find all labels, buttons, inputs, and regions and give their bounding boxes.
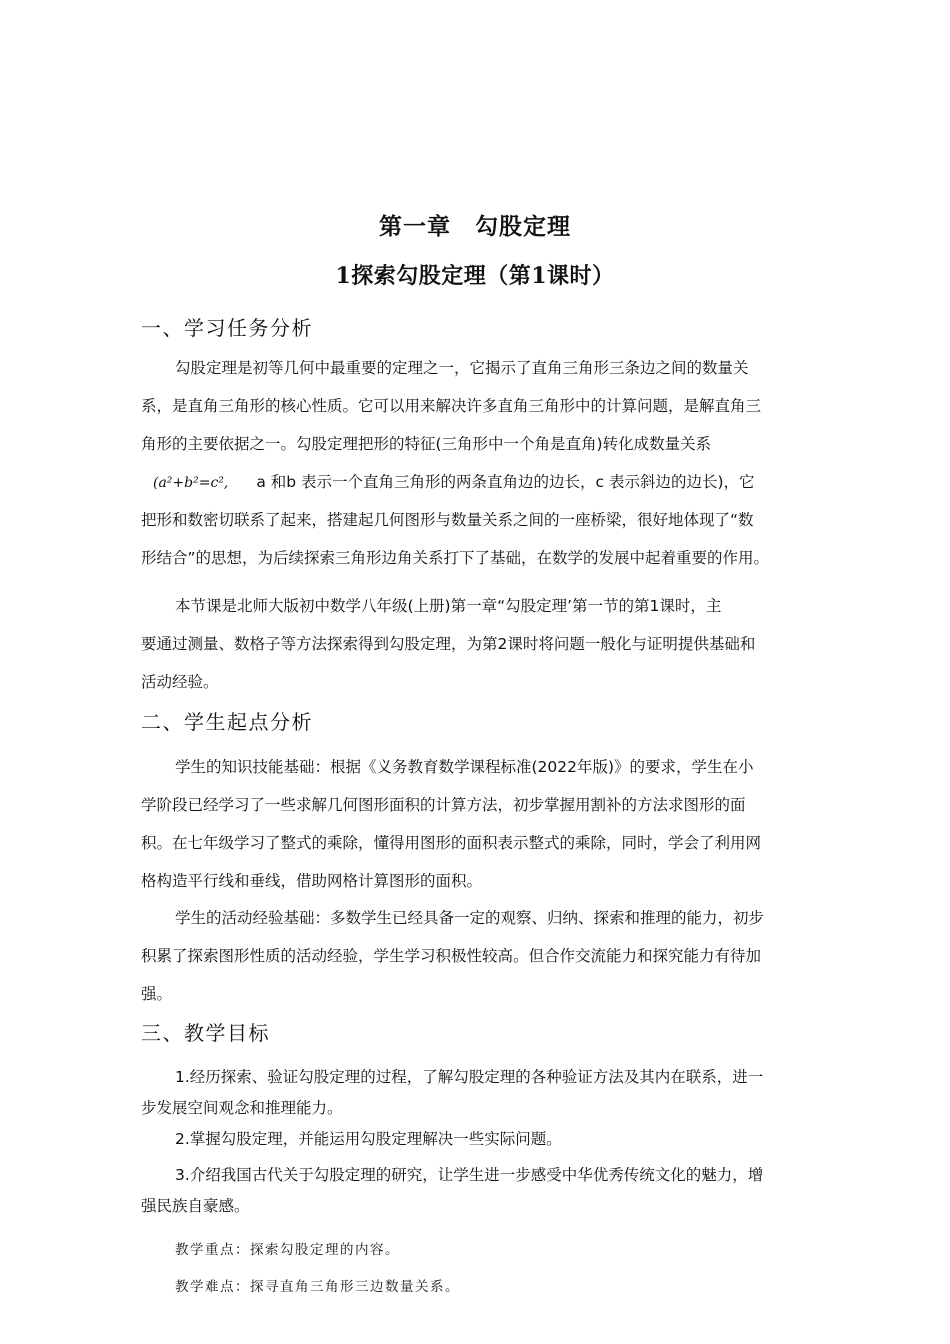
paragraph-line: 格构造平行线和垂线，借助网格计算图形的面积。 [141, 872, 483, 890]
paragraph-line-with-formula [141, 463, 813, 501]
paragraph-line: 形结合”的思想，为后续探索三角形边角关系打下了基础，在数学的发展中起着重要的作用。 [141, 549, 770, 567]
task-analysis-paragraph-2 [141, 587, 813, 701]
section-heading-task-analysis: 一、学习任务分析 [141, 316, 313, 340]
paragraph-line: 积累了探索图形性质的活动经验，学生学习积极性较高。但合作交流能力和探究能力有待加 [141, 947, 762, 965]
paragraph-line: 角形的主要依据之一。勾股定理把形的特征(三角形中一个角是直角)转化成数量关系 [141, 435, 712, 453]
difficult-point-note: 教学难点：探寻直角三角形三边数量关系。 [175, 1279, 460, 1295]
student-analysis-paragraph-2 [141, 899, 813, 1013]
paragraph-line: 要通过测量、数格子等方法探索得到勾股定理，为第2课时将问题一般化与证明提供基础和 [141, 635, 756, 653]
goal-item-1-line: 步发展空间观念和推理能力。 [141, 1099, 343, 1117]
paragraph-line: 学生的活动经验基础：多数学生已经具备一定的观察、归纳、探索和推理的能力，初步 [175, 909, 765, 927]
paragraph-line: 把形和数密切联系了起来，搭建起几何图形与数量关系之间的一座桥梁，很好地体现了“数 [141, 511, 754, 529]
goal-item-1-line: 1.经历探索、验证勾股定理的过程，了解勾股定理的各种验证方法及其内在联系，进一 [175, 1068, 764, 1086]
formula-explanation: a 和b 表示一个直角三角形的两条直角边的边长，c 表示斜边的边长)，它 [256, 473, 755, 491]
pythagorean-formula: (a²+b²=c², [153, 475, 229, 491]
section-heading-teaching-goals: 三、教学目标 [141, 1021, 270, 1045]
task-analysis-paragraph-1 [141, 349, 813, 577]
goal-item-3-line: 3.介绍我国古代关于勾股定理的研究，让学生进一步感受中华优秀传统文化的魅力，增 [175, 1166, 764, 1184]
paragraph-line: 学生的知识技能基础：根据《义务教育数学课程标准(2022年版)》的要求，学生在小 [175, 758, 754, 776]
goal-item-2-line: 2.掌握勾股定理，并能运用勾股定理解决一些实际问题。 [175, 1130, 562, 1148]
teaching-goals-list [141, 1062, 813, 1222]
paragraph-line: 积。在七年级学习了整式的乘除，懂得用图形的面积表示整式的乘除，同时，学会了利用网 [141, 834, 762, 852]
section-heading-student-analysis: 二、学生起点分析 [141, 710, 313, 734]
paragraph-line: 勾股定理是初等几何中最重要的定理之一，它揭示了直角三角形三条边之间的数量关 [175, 359, 749, 377]
lesson-title: 1探索勾股定理（第1课时） [335, 263, 615, 289]
paragraph-line: 本节课是北师大版初中数学八年级(上册)第一章“勾股定理’第一节的第1课时，主 [175, 597, 722, 615]
chapter-title: 第一章 勾股定理 [379, 213, 571, 240]
paragraph-line: 活动经验。 [141, 673, 219, 691]
paragraph-line: 强。 [141, 985, 173, 1003]
key-point-note: 教学重点：探索勾股定理的内容。 [175, 1242, 400, 1258]
student-analysis-paragraph-1 [141, 748, 813, 900]
goal-item-3-line: 强民族自豪感。 [141, 1197, 250, 1215]
paragraph-line: 系，是直角三角形的核心性质。它可以用来解决许多直角三角形中的计算问题，是解直角三 [141, 397, 762, 415]
paragraph-line: 学阶段已经学习了一些求解几何图形面积的计算方法，初步掌握用割补的方法求图形的面 [141, 796, 746, 814]
